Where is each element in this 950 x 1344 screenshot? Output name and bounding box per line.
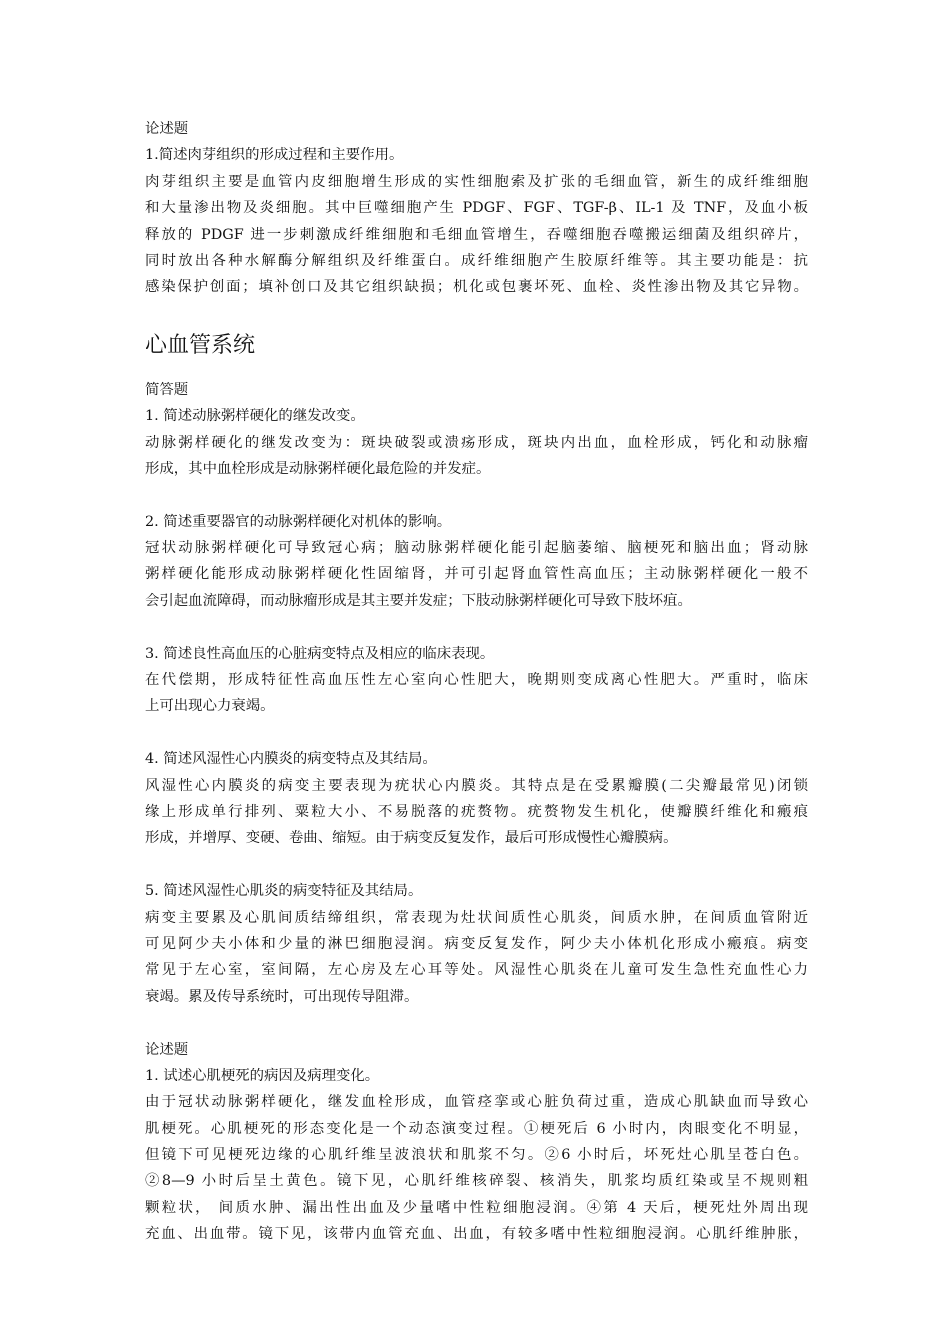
question-5: 5. 简述风湿性心肌炎的病变特征及其结局。: [145, 883, 423, 900]
answer-line: 粥样硬化能形成动脉粥样硬化性固缩肾，并可引起肾血管性高血压；主动脉粥样硬化一般不: [145, 566, 808, 583]
answer-line: 肉芽组织主要是血管内皮细胞增生形成的实性细胞索及扩张的毛细血管，新生的成纤维细胞: [145, 173, 808, 190]
answer-line: 冠状动脉粥样硬化可导致冠心病；脑动脉粥样硬化能引起脑萎缩、脑梗死和脑出血；肾动脉: [145, 540, 808, 557]
answer-line: 可见阿少夫小体和少量的淋巴细胞浸润。病变反复发作，阿少夫小体机化形成小瘢痕。病变: [145, 935, 808, 952]
document-content: [145, 116, 808, 1248]
answer-line: 肌梗死。心肌梗死的形态变化是一个动态演变过程。①梗死后 6 小时内，肉眼变化不明显，: [145, 1120, 808, 1137]
answer-line: 充血、出血带。镜下见，该带内血管充血、出血，有较多嗜中性粒细胞浸润。心肌纤维肿胀，: [145, 1226, 808, 1243]
answer-line: 常见于左心室，室间隔，左心房及左心耳等处。风湿性心肌炎在儿童可发生急性充血性心力: [145, 962, 808, 979]
short-answer-heading: 简答题: [145, 381, 189, 398]
answer-line: 在代偿期，形成特征性高血压性左心室向心性肥大，晚期则变成离心性肥大。严重时，临床: [145, 672, 808, 689]
answer-line: 但镜下可见梗死边缘的心肌纤维呈波浪状和肌浆不匀。②6 小时后，坏死灶心肌呈苍白色。: [145, 1147, 808, 1164]
question-granulation-tissue: 1.简述肉芽组织的形成过程和主要作用。: [145, 147, 404, 164]
answer-line: 和大量渗出物及炎细胞。其中巨噬细胞产生 PDGF、FGF、TGF-β、IL-1 及 TNF，及血小板: [145, 200, 808, 217]
question-1: 1. 简述动脉粥样硬化的继发改变。: [145, 408, 365, 425]
answer-line: 动脉粥样硬化的继发改变为：斑块破裂或溃疡形成，斑块内出血，血栓形成，钙化和动脉瘤: [145, 434, 808, 451]
chapter-title: 心血管系统: [145, 332, 256, 358]
answer-line: 风湿性心内膜炎的病变主要表现为疣状心内膜炎。其特点是在受累瓣膜(二尖瓣最常见)闭锁: [145, 777, 808, 794]
answer-line: 衰竭。累及传导系统时，可出现传导阻滞。: [145, 988, 419, 1005]
essay-question-1: 1. 试述心肌梗死的病因及病理变化。: [145, 1067, 380, 1084]
answer-line: 释放的 PDGF 进一步刺激成纤维细胞和毛细血管增生，吞噬细胞吞噬搬运细菌及组织碎片，: [145, 226, 808, 243]
answer-line: 上可出现心力衰竭。: [145, 698, 275, 715]
answer-line: 缘上形成单行排列、粟粒大小、不易脱落的疣赘物。疣赘物发生机化，使瓣膜纤维化和瘢痕: [145, 803, 808, 820]
answer-line: 感染保护创面；填补创口及其它组织缺损；机化或包裹坏死、血栓、炎性渗出物及其它异物。: [145, 279, 808, 296]
answer-line: 形成，其中血栓形成是动脉粥样硬化最危险的并发症。: [145, 460, 491, 477]
question-2: 2. 简述重要器官的动脉粥样硬化对机体的影响。: [145, 513, 452, 530]
answer-line: 会引起血流障碍，而动脉瘤形成是其主要并发症；下肢动脉粥样硬化可导致下肢坏疽。: [145, 592, 692, 609]
question-4: 4. 简述风湿性心内膜炎的病变特点及其结局。: [145, 751, 437, 768]
answer-line: 病变主要累及心肌间质结缔组织，常表现为灶状间质性心肌炎，间质水肿，在间质血管附近: [145, 909, 808, 926]
essay-question-heading: 论述题: [145, 121, 189, 137]
answer-line: 同时放出各种水解酶分解组织及纤维蛋白。成纤维细胞产生胶原纤维等。其主要功能是：抗: [145, 252, 808, 269]
answer-line: 形成，并增厚、变硬、卷曲、缩短。由于病变反复发作，最后可形成慢性心瓣膜病。: [145, 830, 678, 847]
essay-question-heading: 论述题: [145, 1041, 189, 1058]
answer-line: 颗粒状， 间质水肿、漏出性出血及少量嗜中性粒细胞浸润。④第 4 天后，梗死灶外周出现: [145, 1199, 808, 1216]
answer-line: 由于冠状动脉粥样硬化，继发血栓形成，血管痉挛或心脏负荷过重，造成心肌缺血而导致心: [145, 1094, 808, 1111]
answer-line: ②8—9 小时后呈土黄色。镜下见，心肌纤维核碎裂、核消失，肌浆均质红染或呈不规则粗: [145, 1173, 808, 1190]
question-3: 3. 简述良性高血压的心脏病变特点及相应的临床表现。: [145, 645, 495, 662]
